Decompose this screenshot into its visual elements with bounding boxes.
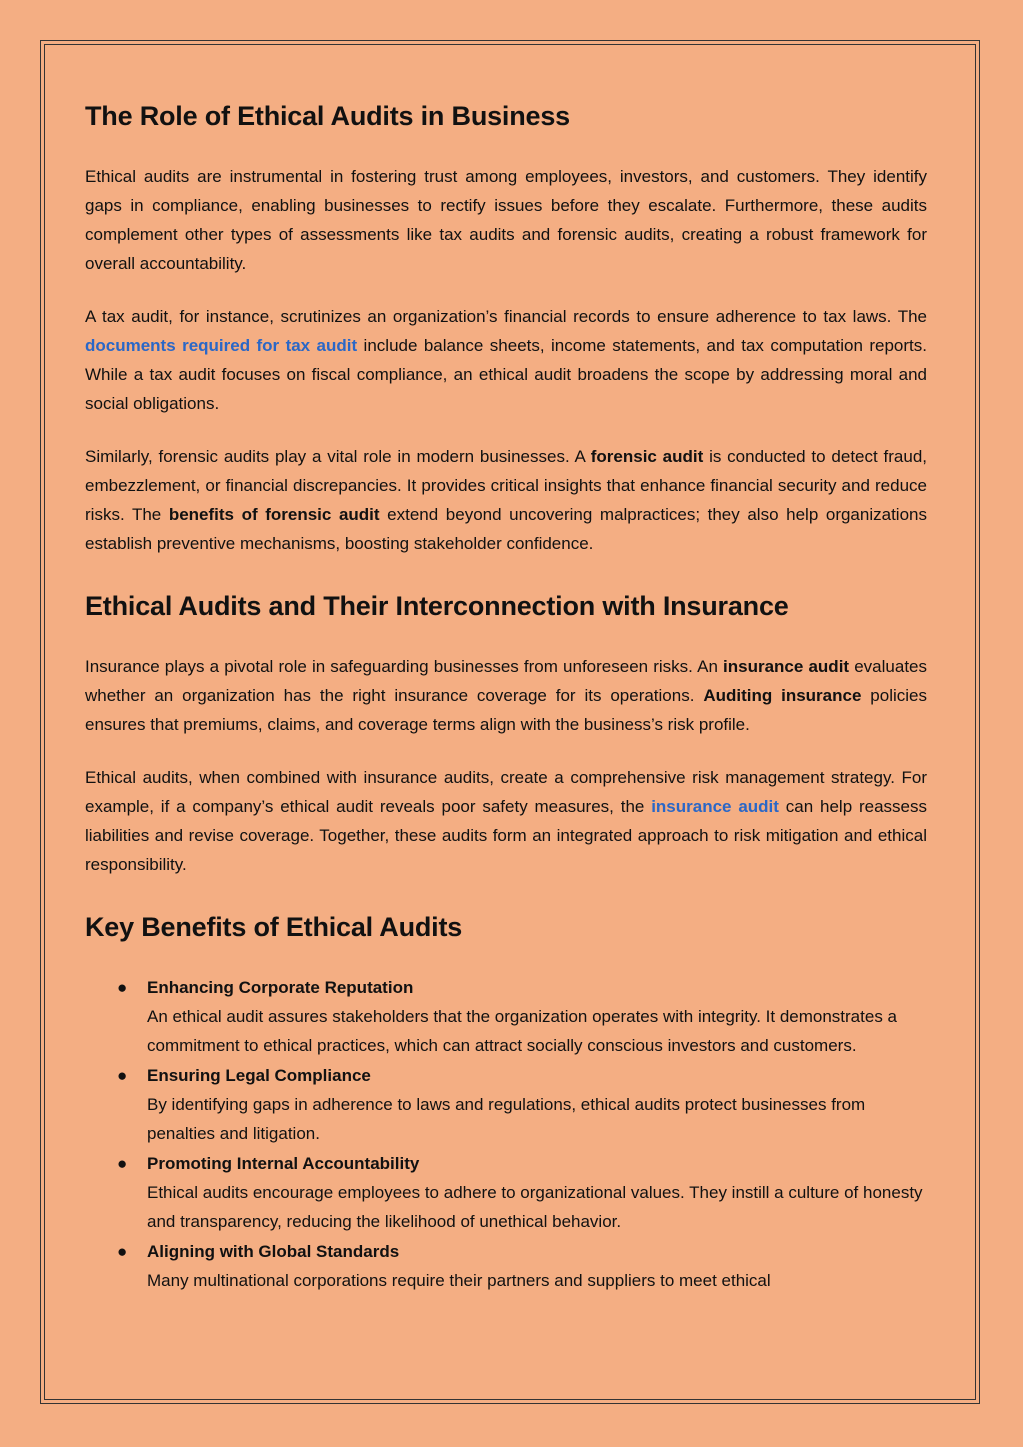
document-content bbox=[85, 98, 927, 1296]
bullet-icon: ● bbox=[117, 1154, 128, 1173]
link-insurance-audit[interactable]: insurance audit bbox=[651, 797, 779, 816]
paragraph-tax-audit bbox=[85, 302, 927, 418]
paragraph-insurance-1 bbox=[85, 652, 927, 739]
text-span: is conducted to detect fraud, embezzlement, or financial discrepancies. It provides critical insights that enhance financial security and reduce risks. The bbox=[85, 447, 927, 524]
section-heading-insurance: Ethical Audits and Their Interconnection with Insurance bbox=[85, 591, 789, 621]
text-span: Insurance plays a pivotal role in safeguarding businesses from unforeseen risks. An bbox=[85, 657, 724, 676]
list-item-title: Aligning with Global Standards bbox=[147, 1242, 400, 1261]
section-heading-role: The Role of Ethical Audits in Business bbox=[85, 101, 570, 131]
list-item-desc: An ethical audit assures stakeholders that the organization operates with integrity. It demonstrates a commitment to ethical practices, which can attract socially conscious investors and customers. bbox=[147, 1007, 897, 1055]
bold-benefits-of-forensic-audit: benefits of forensic audit bbox=[168, 505, 380, 524]
text-span: A tax audit, for instance, scrutinizes an organization’s financial records to ensure adherence to tax laws. The bbox=[85, 307, 927, 326]
list-item-desc: Ethical audits encourage employees to adhere to organizational values. They instill a culture of honesty and transparency, reducing the likelihood of unethical behavior. bbox=[147, 1183, 923, 1231]
benefits-list bbox=[85, 973, 927, 1295]
paragraph-role-1: Ethical audits are instrumental in fostering trust among employees, investors, and customers. They identify gaps in compliance, enabling businesses to rectify issues before they escalate. Furthermore, these audits complement other types of assessments like tax audits and forensic audits, creating a robust framework for overall accountability. bbox=[85, 167, 927, 273]
list-item-title: Ensuring Legal Compliance bbox=[147, 1066, 371, 1085]
list-item-desc: Many multinational corporations require their partners and suppliers to meet ethical bbox=[147, 1271, 771, 1290]
text-span: include balance sheets, income statements, and tax computation reports. While a tax audit focuses on fiscal compliance, an ethical audit broadens the scope by addressing moral and social obligations. bbox=[85, 336, 927, 413]
bold-insurance-audit: insurance audit bbox=[723, 657, 850, 676]
link-documents-required-for-tax-audit[interactable]: documents required for tax audit bbox=[85, 336, 358, 355]
list-item-desc: By identifying gaps in adherence to laws and regulations, ethical audits protect businesses from penalties and litigation. bbox=[147, 1095, 866, 1143]
bullet-icon: ● bbox=[117, 978, 128, 997]
text-span: policies ensures that premiums, claims, and coverage terms align with the business’s risk profile. bbox=[85, 686, 927, 734]
text-span: can help reassess liabilities and revise coverage. Together, these audits form an integrated approach to risk mitigation and ethical responsibility. bbox=[85, 797, 927, 874]
bold-forensic-audit: forensic audit bbox=[590, 447, 704, 466]
list-item bbox=[117, 1237, 927, 1295]
list-item-title: Promoting Internal Accountability bbox=[147, 1154, 420, 1173]
bold-auditing-insurance: Auditing insurance bbox=[703, 686, 862, 705]
text-span: Similarly, forensic audits play a vital role in modern businesses. A bbox=[85, 447, 591, 466]
list-item bbox=[117, 1061, 927, 1148]
paragraph-forensic-audit bbox=[85, 442, 927, 558]
list-item-title: Enhancing Corporate Reputation bbox=[147, 978, 414, 997]
text-span: extend beyond uncovering malpractices; they also help organizations establish preventive mechanisms, boosting stakeholder confidence. bbox=[85, 505, 927, 553]
paragraph-insurance-2 bbox=[85, 763, 927, 879]
text-span: evaluates whether an organization has the right insurance coverage for its operations. bbox=[85, 657, 927, 705]
list-item bbox=[117, 973, 927, 1060]
list-item bbox=[117, 1149, 927, 1236]
text-span: Ethical audits, when combined with insurance audits, create a comprehensive risk management strategy. For example, if a company’s ethical audit reveals poor safety measures, the bbox=[85, 768, 927, 816]
section-heading-key-benefits: Key Benefits of Ethical Audits bbox=[85, 912, 463, 942]
bullet-icon: ● bbox=[117, 1066, 128, 1085]
bullet-icon: ● bbox=[117, 1242, 128, 1261]
